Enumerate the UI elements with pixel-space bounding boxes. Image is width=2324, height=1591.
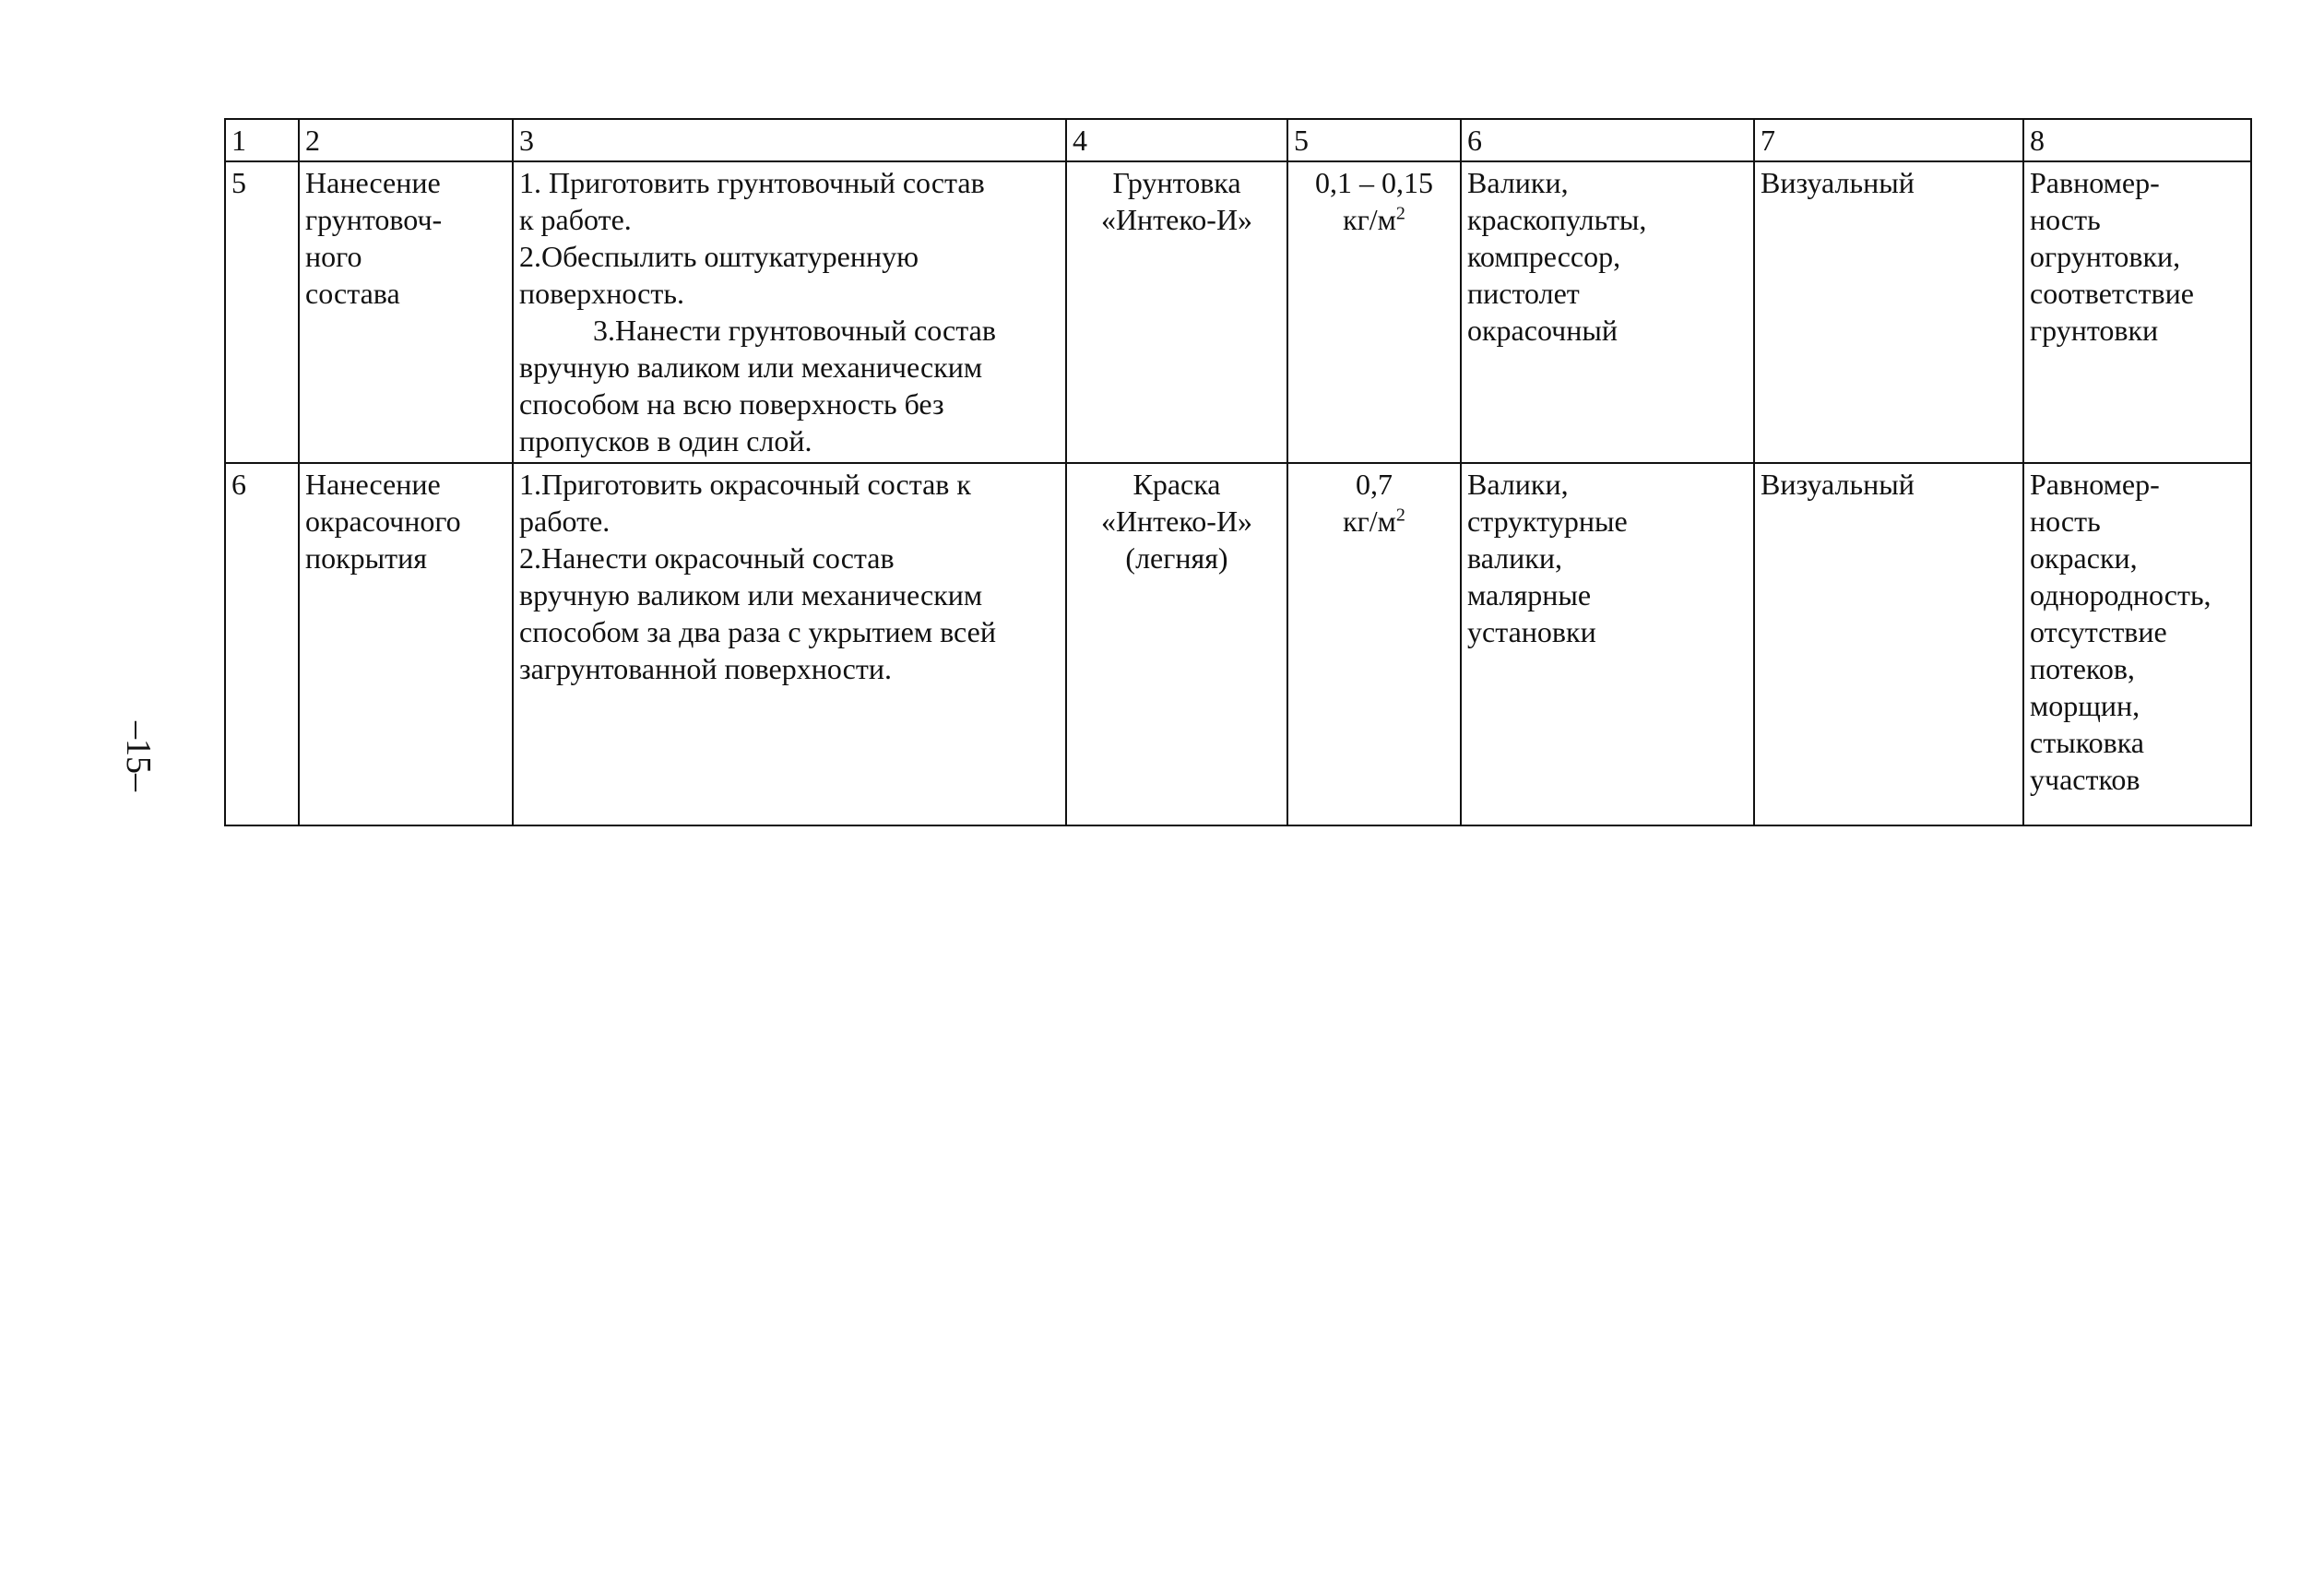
consumption-value: 0,1 – 0,15: [1315, 166, 1433, 199]
header-cell: 1: [225, 119, 299, 161]
material-line: (легняя): [1125, 541, 1228, 575]
steps-cell: [513, 463, 1066, 825]
step-line: 3.Нанести грунтовочный состав: [593, 314, 996, 347]
tool-line: малярные: [1467, 578, 1592, 611]
row-number-cell: 5: [225, 161, 299, 463]
steps-cell: [513, 161, 1066, 463]
tool-line: окрасочный: [1467, 314, 1618, 347]
material-line: «Интеко-И»: [1100, 505, 1253, 538]
header-cell: 3: [513, 119, 1066, 161]
criteria-cell: [2023, 161, 2251, 463]
step-line: 2.Обеспылить оштукатуренную: [519, 240, 919, 273]
criteria-line: соответствие: [2030, 277, 2194, 310]
operation-line: окрасочного: [305, 505, 461, 538]
header-cell: 5: [1287, 119, 1461, 161]
consumption-unit: [1294, 201, 1454, 238]
step-line: вручную валиком или механическим: [519, 350, 983, 384]
step-line: способом за два раза с укрытием всей: [519, 615, 996, 648]
criteria-line: морщин,: [2030, 689, 2140, 722]
step-line: пропусков в один слой.: [519, 424, 812, 457]
criteria-line: Равномер-: [2030, 468, 2160, 501]
work-operations-table: [224, 118, 2252, 826]
unit-base: кг/м: [1343, 505, 1396, 538]
page-number: –15–: [119, 721, 158, 791]
material-line: «Интеко-И»: [1100, 203, 1253, 236]
step-line: к работе.: [519, 203, 632, 236]
criteria-line: ность: [2030, 203, 2101, 236]
operation-line: Нанесение: [305, 166, 441, 199]
operation-line: покрытия: [305, 541, 427, 575]
table-row: [225, 463, 2251, 825]
step-line: поверхность.: [519, 277, 684, 310]
consumption-unit: [1294, 503, 1454, 540]
criteria-line: стыковка: [2030, 726, 2144, 759]
consumption-cell: [1287, 161, 1461, 463]
consumption-value: 0,7: [1356, 468, 1393, 501]
tools-cell: [1461, 161, 1754, 463]
criteria-line: потеков,: [2030, 652, 2135, 685]
operation-line: Нанесение: [305, 468, 441, 501]
unit-exponent: 2: [1395, 505, 1405, 526]
header-cell: 7: [1754, 119, 2023, 161]
table-row: [225, 161, 2251, 463]
step-line: вручную валиком или механическим: [519, 578, 983, 611]
table-header-row: [225, 119, 2251, 161]
step-line: способом на всю поверхность без: [519, 387, 944, 421]
tool-line: Валики,: [1467, 166, 1569, 199]
step-line: 1. Приготовить грунтовочный состав: [519, 166, 985, 199]
material-line: Краска: [1132, 468, 1221, 501]
step-line: 1.Приготовить окрасочный состав к: [519, 468, 971, 501]
operation-cell: [299, 463, 513, 825]
tool-line: Валики,: [1467, 468, 1569, 501]
material-cell: [1066, 161, 1287, 463]
criteria-line: ность: [2030, 505, 2101, 538]
criteria-line: окраски,: [2030, 541, 2138, 575]
row-number-cell: 6: [225, 463, 299, 825]
header-cell: 6: [1461, 119, 1754, 161]
operation-line: состава: [305, 277, 400, 310]
material-cell: [1066, 463, 1287, 825]
unit-exponent: 2: [1395, 203, 1405, 224]
tool-line: валики,: [1467, 541, 1562, 575]
criteria-line: огрунтовки,: [2030, 240, 2181, 273]
operation-line: ного: [305, 240, 362, 273]
unit-base: кг/м: [1343, 203, 1396, 236]
header-cell: 4: [1066, 119, 1287, 161]
header-cell: 8: [2023, 119, 2251, 161]
step-line: загрунтованной поверхности.: [519, 652, 892, 685]
step-line: 2.Нанести окрасочный состав: [519, 541, 895, 575]
operation-line: грунтовоч-: [305, 203, 443, 236]
tool-line: установки: [1467, 615, 1596, 648]
control-cell: Визуальный: [1754, 463, 2023, 825]
operation-cell: [299, 161, 513, 463]
criteria-line: Равномер-: [2030, 166, 2160, 199]
material-line: Грунтовка: [1112, 166, 1241, 199]
criteria-line: однородность,: [2030, 578, 2211, 611]
tool-line: компрессор,: [1467, 240, 1621, 273]
header-cell: 2: [299, 119, 513, 161]
tool-line: краскопульты,: [1467, 203, 1647, 236]
criteria-line: участков: [2030, 763, 2140, 796]
criteria-cell: [2023, 463, 2251, 825]
criteria-line: грунтовки: [2030, 314, 2159, 347]
step-line: работе.: [519, 505, 611, 538]
tool-line: пистолет: [1467, 277, 1580, 310]
consumption-cell: [1287, 463, 1461, 825]
criteria-line: отсутствие: [2030, 615, 2167, 648]
control-cell: Визуальный: [1754, 161, 2023, 463]
tools-cell: [1461, 463, 1754, 825]
tool-line: структурные: [1467, 505, 1628, 538]
